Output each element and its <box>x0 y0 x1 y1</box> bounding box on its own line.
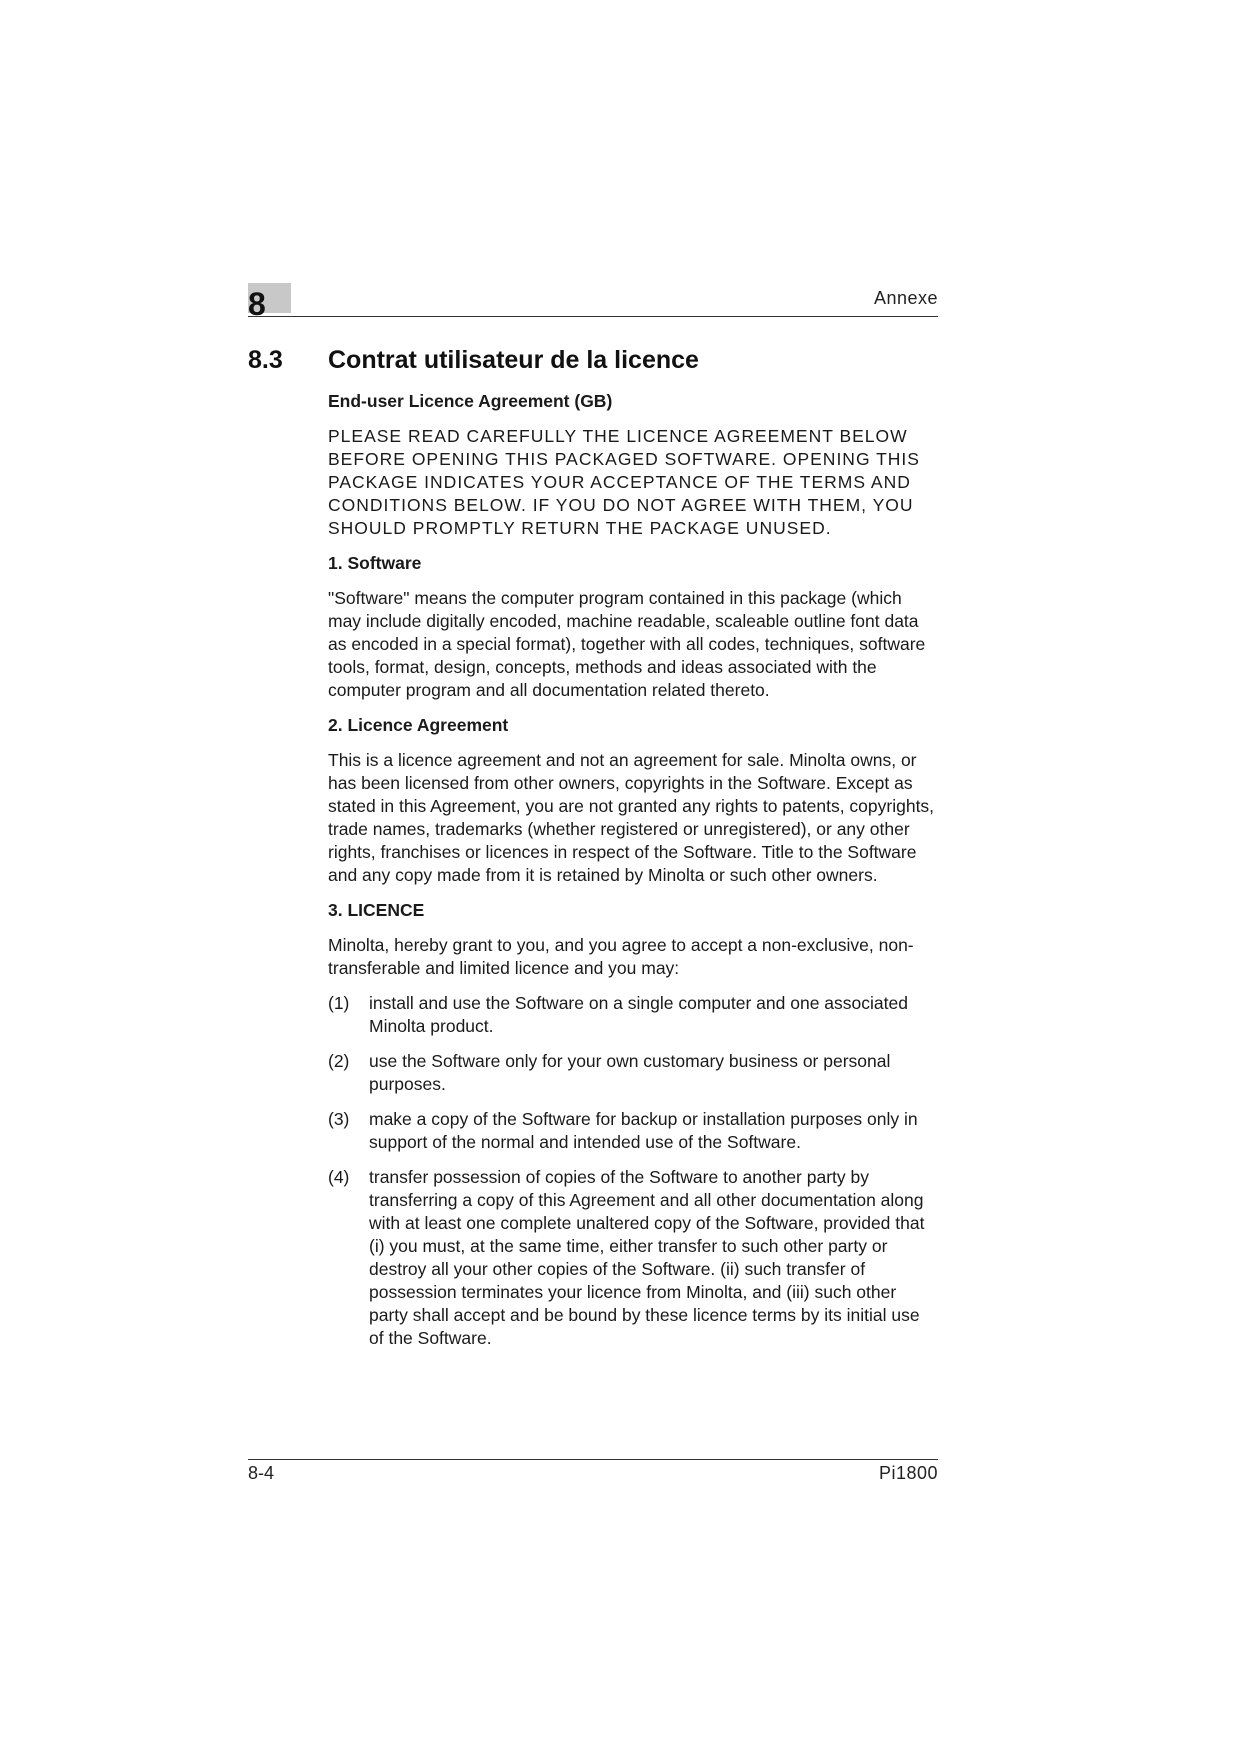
list-item-text: use the Software only for your own customary business or personal purposes. <box>369 1051 891 1094</box>
licence-list-item <box>328 1050 938 1096</box>
footer-rule <box>248 1459 938 1460</box>
section-heading-software: 1. Software <box>328 553 422 573</box>
product-name: Pi1800 <box>878 1463 938 1483</box>
licence-list-item <box>328 992 938 1038</box>
list-item-text: install and use the Software on a single computer and one associated Minolta product. <box>369 993 908 1036</box>
licence-list-item <box>328 1108 938 1154</box>
list-item-number: (1) <box>328 993 350 1013</box>
chapter-number: 8 <box>248 286 266 322</box>
list-item-number: (3) <box>328 1109 350 1129</box>
section-body-licence: Minolta, hereby grant to you, and you agree to accept a non-exclusive, non-transferable and limited licence and you may: <box>328 935 914 978</box>
agreement-notice: PLEASE READ CAREFULLY THE LICENCE AGREEMENT BELOW BEFORE OPENING THIS PACKAGED SOFTWARE. OPENING THIS PACKAGE INDICATES YOUR ACCEPTANCE OF THE TERMS AND CONDITIONS BELOW. IF YOU DO NOT AGREE WITH THEM, YOU SHOULD PROMPTLY RETURN THE PACKAGE UNUSED. <box>328 426 920 538</box>
section-body-licence-agreement: This is a licence agreement and not an agreement for sale. Minolta owns, or has been licensed from other owners, copyrights in the Software. Except as stated in this Agreement, you are not granted any rights to patents, copyrights, trade names, trademarks (whether registered or unregistered), or any other rights, franchises or licences in respect of the Software. Title to the Software and any copy made from it is retained by Minolta or such other owners. <box>328 750 935 885</box>
header-rule <box>248 316 938 317</box>
list-item-number: (2) <box>328 1051 350 1071</box>
section-heading-licence-agreement: 2. Licence Agreement <box>328 715 509 735</box>
running-header-title: Annexe <box>873 288 938 308</box>
content-column <box>328 390 938 1362</box>
agreement-subtitle: End-user Licence Agreement (GB) <box>328 391 613 411</box>
licence-list-item <box>328 1166 938 1350</box>
section-body-software: "Software" means the computer program contained in this package (which may include digitally encoded, machine readable, scaleable outline font data as encoded in a special format), together with all codes, techniques, software tools, format, design, concepts, methods and ideas associated with the computer program and all documentation related thereto. <box>328 588 926 700</box>
section-heading-licence: 3. LICENCE <box>328 900 425 920</box>
list-item-number: (4) <box>328 1167 350 1187</box>
list-item-text: transfer possession of copies of the Software to another party by transferring a copy of this Agreement and all other documentation along with at least one complete unaltered copy of the Software, provided that (i) you must, at the same time, either transfer to such other party or destroy all your other copies of the Software. (ii) such transfer of possession terminates your licence from Minolta, and (iii) such other party shall accept and be bound by these licence terms by its initial use of the Software. <box>369 1167 925 1348</box>
page-number: 8-4 <box>248 1463 275 1483</box>
section-number: 8.3 <box>248 346 283 374</box>
section-title: Contrat utilisateur de la licence <box>328 346 699 374</box>
list-item-text: make a copy of the Software for backup or installation purposes only in support of the normal and intended use of the Software. <box>369 1109 918 1152</box>
